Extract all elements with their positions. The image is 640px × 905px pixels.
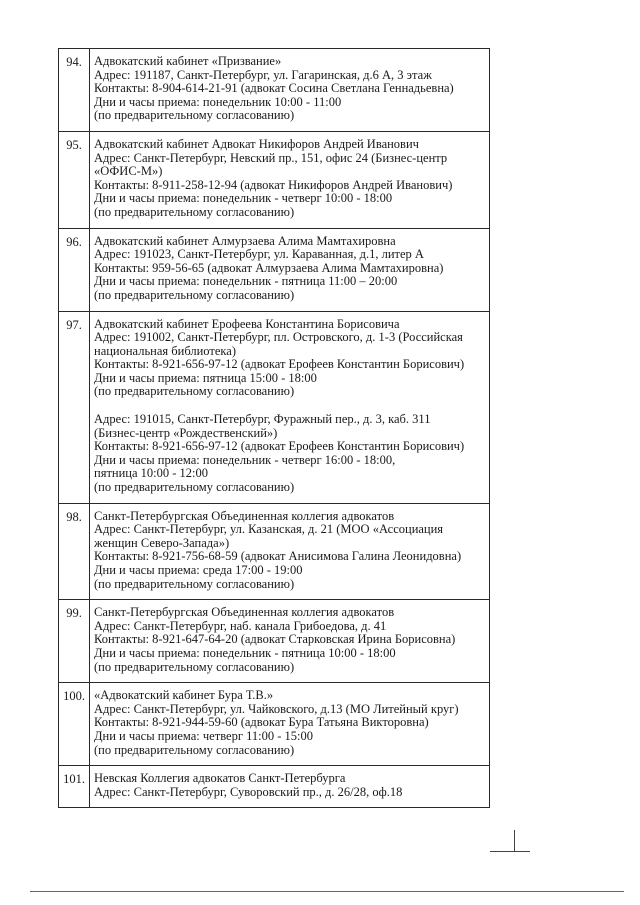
entry-line: Дни и часы приема: среда 17:00 - 19:00	[94, 563, 303, 577]
entry-line: (по предварительному согласованию)	[94, 576, 295, 591]
entry-number: 100.	[59, 683, 90, 766]
entry-content	[90, 131, 490, 228]
entry-content	[90, 766, 490, 808]
entry-line: Адрес: Санкт-Петербург, наб. канала Грибоедова, д. 41	[94, 618, 387, 633]
entry-line: Контакты: 959-56-65 (адвокат Алмурзаева Алима Мамтахировна)	[94, 260, 444, 275]
entry-line: «ОФИС-М»)	[94, 164, 163, 179]
entry-number: 98.	[59, 503, 90, 600]
entry-line: Адвокатский кабинет Ерофеева Константина Борисовича	[94, 316, 400, 331]
table-row	[59, 228, 490, 311]
entry-line: национальная библиотека)	[94, 343, 236, 358]
entries-body	[59, 49, 490, 808]
entry-line: (по предварительному согласованию)	[94, 204, 295, 219]
entry-line: Дни и часы приема: пятница 15:00 - 18:00	[94, 370, 317, 385]
entry-line: Адрес: 191023, Санкт-Петербург, ул. Караванная, д.1, литер А	[94, 247, 424, 262]
entry-content	[90, 228, 490, 311]
entry-line: Контакты: 8-921-756-68-59 (адвокат Анисимова Галина Леонидовна)	[94, 549, 462, 564]
entry-content	[90, 683, 490, 766]
entry-number: 96.	[59, 228, 90, 311]
entry-line: Контакты: 8-921-944-59-60 (адвокат Бура Татьяна Викторовна)	[94, 715, 429, 730]
entry-line: Контакты: 8-921-647-64-20 (адвокат Старковская Ирина Борисовна)	[94, 632, 456, 647]
entry-line: (по предварительному согласованию)	[94, 108, 295, 123]
page-bottom-rule	[30, 891, 624, 892]
entry-line: Дни и часы приема: четверг 11:00 - 15:00	[94, 728, 313, 743]
entry-number: 94.	[59, 49, 90, 132]
entry-line: (по предварительному согласованию)	[94, 287, 295, 302]
entry-line: (Бизнес-центр «Рождественский»)	[94, 425, 278, 440]
entry-number: 95.	[59, 131, 90, 228]
entry-line: Санкт-Петербургская Объединенная коллегия адвокатов	[94, 605, 395, 620]
entry-line: «Адвокатский кабинет Бура Т.В.»	[94, 688, 274, 703]
entry-line: Дни и часы приема: понедельник - пятница 10:00 - 18:00	[94, 645, 396, 660]
entry-line: (по предварительному согласованию)	[94, 480, 295, 495]
entries-table	[58, 48, 490, 808]
entry-number: 99.	[59, 600, 90, 683]
entry-line: Адрес: Санкт-Петербург, ул. Казанская, д. 21 (МОО «Ассоциация	[94, 522, 444, 537]
entry-line: Адрес: 191187, Санкт-Петербург, ул. Гагаринская, д.6 А, 3 этаж	[94, 67, 432, 82]
table-row	[59, 49, 490, 132]
entry-line: Контакты: 8-921-656-97-12 (адвокат Ерофеев Константин Борисович)	[94, 439, 465, 454]
table-row	[59, 311, 490, 503]
entry-line: Дни и часы приема: понедельник - четверг 16:00 - 18:00,	[94, 452, 396, 467]
entry-line: Дни и часы приема: понедельник - четверг 10:00 - 18:00	[94, 191, 393, 206]
entry-line: Адрес: Санкт-Петербург, ул. Чайковского, д.13 (МО Литейный круг)	[94, 701, 459, 716]
entry-line: Адвокатский кабинет «Призвание»	[94, 54, 282, 68]
scan-edge-line	[514, 830, 515, 852]
table-row	[59, 131, 490, 228]
entry-line: Адрес: 191015, Санкт-Петербург, Фуражный пер., д. 3, каб. 311	[94, 412, 431, 427]
entry-line: Адвокатский кабинет Алмурзаева Алима Мамтахировна	[94, 233, 396, 248]
entry-content	[90, 600, 490, 683]
entry-line: (по предварительному согласованию)	[94, 659, 295, 674]
entry-content	[90, 503, 490, 600]
entry-number: 101.	[59, 766, 90, 808]
entry-line: Дни и часы приема: понедельник - пятница 11:00 – 20:00	[94, 274, 398, 289]
table-row	[59, 503, 490, 600]
entry-line: Контакты: 8-921-656-97-12 (адвокат Ерофеев Константин Борисович)	[94, 357, 465, 372]
table-row	[59, 600, 490, 683]
entry-line: женщин Северо-Запада»)	[94, 535, 230, 550]
entry-line: Адвокатский кабинет Адвокат Никифоров Андрей Иванович	[94, 136, 419, 151]
entry-gap	[94, 399, 485, 413]
entry-line: Контакты: 8-904-614-21-91 (адвокат Сосина Светлана Геннадьевна)	[94, 81, 454, 96]
entry-line: (по предварительному согласованию)	[94, 742, 295, 757]
table-row	[59, 766, 490, 808]
entry-content	[90, 49, 490, 132]
entry-number: 97.	[59, 311, 90, 503]
entry-line: Контакты: 8-911-258-12-94 (адвокат Никифоров Андрей Иванович)	[94, 177, 453, 192]
table-row	[59, 683, 490, 766]
entry-line: Адрес: 191002, Санкт-Петербург, пл. Островского, д. 1-3 (Российская	[94, 330, 463, 345]
entry-line: Адрес: Санкт-Петербург, Суворовский пр., д. 26/28, оф.18	[94, 784, 403, 799]
entry-line: Адрес: Санкт-Петербург, Невский пр., 151, офис 24 (Бизнес-центр	[94, 150, 448, 165]
entry-line: Дни и часы приема: понедельник 10:00 - 11:00	[94, 94, 342, 109]
entry-line: Санкт-Петербургская Объединенная коллегия адвокатов	[94, 508, 395, 523]
entry-content	[90, 311, 490, 503]
scan-edge-tick	[490, 851, 530, 852]
entry-line: (по предварительному согласованию)	[94, 384, 295, 399]
entry-line: пятница 10:00 - 12:00	[94, 466, 209, 481]
entry-line: Невская Коллегия адвокатов Санкт-Петербурга	[94, 771, 346, 786]
